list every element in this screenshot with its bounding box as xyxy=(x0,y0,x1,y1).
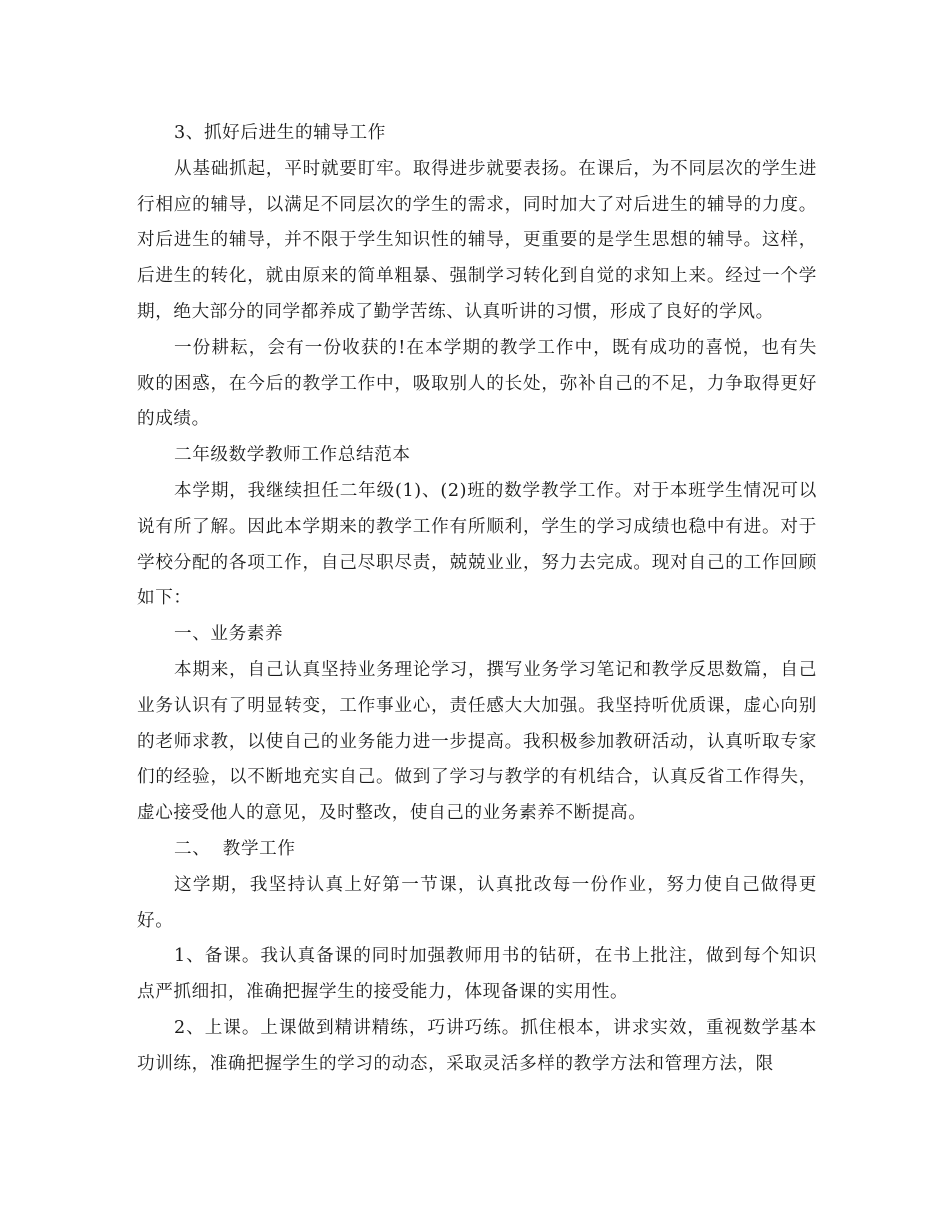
paragraph-reflection: 一份耕耘，会有一份收获的!在本学期的教学工作中，既有成功的喜悦，也有失败的困惑，在今后的教学工作中，吸取别人的长处，弥补自己的不足，力争取得更好的成绩。 xyxy=(137,337,817,430)
paragraph-professional: 本期来，自己认真坚持业务理论学习，撰写业务学习笔记和教学反思数篇，自己业务认识有了明显转变，工作事业心，责任感大大加强。我坚持听优质课，虚心向别的老师求教，以使自己的业务能力进一步提高。我积极参加教研活动，认真听取专家们的经验，以不断地充实自己。做到了学习与教学的有机结合，认真反省工作得失，虚心接受他人的意见，及时整改，使自己的业务素养不断提高。 xyxy=(137,659,817,824)
document-body xyxy=(137,116,817,1083)
paragraph-class: 2、上课。上课做到精讲精练，巧讲巧练。抓住根本，讲求实效，重视数学基本功训练，准确把握学生的学习的动态，采取灵活多样的教学方法和管理方法，限 xyxy=(137,1017,817,1074)
paragraph-intro: 本学期，我继续担任二年级(1)、(2)班的数学教学工作。对于本班学生情况可以说有所了解。因此本学期来的教学工作有所顺利，学生的学习成绩也稳中有进。对于学校分配的各项工作，自己尽职尽责，兢兢业业，努力去完成。现对自己的工作回顾如下： xyxy=(137,480,817,609)
section-heading-teaching: 二、 教学工作 xyxy=(174,838,296,859)
section-heading-tutoring: 3、抓好后进生的辅导工作 xyxy=(174,123,386,143)
section-heading-professional: 一、业务素养 xyxy=(174,624,284,645)
paragraph-lesson-prep: 1、备课。我认真备课的同时加强教师用书的钻研，在书上批注，做到每个知识点严抓细扣，准确把握学生的接受能力，体现备课的实用性。 xyxy=(137,946,817,1003)
document-title: 二年级数学教师工作总结范本 xyxy=(174,445,411,466)
paragraph-teaching: 这学期，我坚持认真上好第一节课，认真批改每一份作业，努力使自己做得更好。 xyxy=(137,874,817,931)
paragraph-tutoring: 从基础抓起，平时就要盯牢。取得进步就要表扬。在课后，为不同层次的学生进行相应的辅导，以满足不同层次的学生的需求，同时加大了对后进生的辅导的力度。对后进生的辅导，并不限于学生知识性的辅导，更重要的是学生思想的辅导。这样，后进生的转化，就由原来的简单粗暴、强制学习转化到自觉的求知上来。经过一个学期，绝大部分的同学都养成了勤学苦练、认真听讲的习惯，形成了良好的学风。 xyxy=(137,158,817,322)
